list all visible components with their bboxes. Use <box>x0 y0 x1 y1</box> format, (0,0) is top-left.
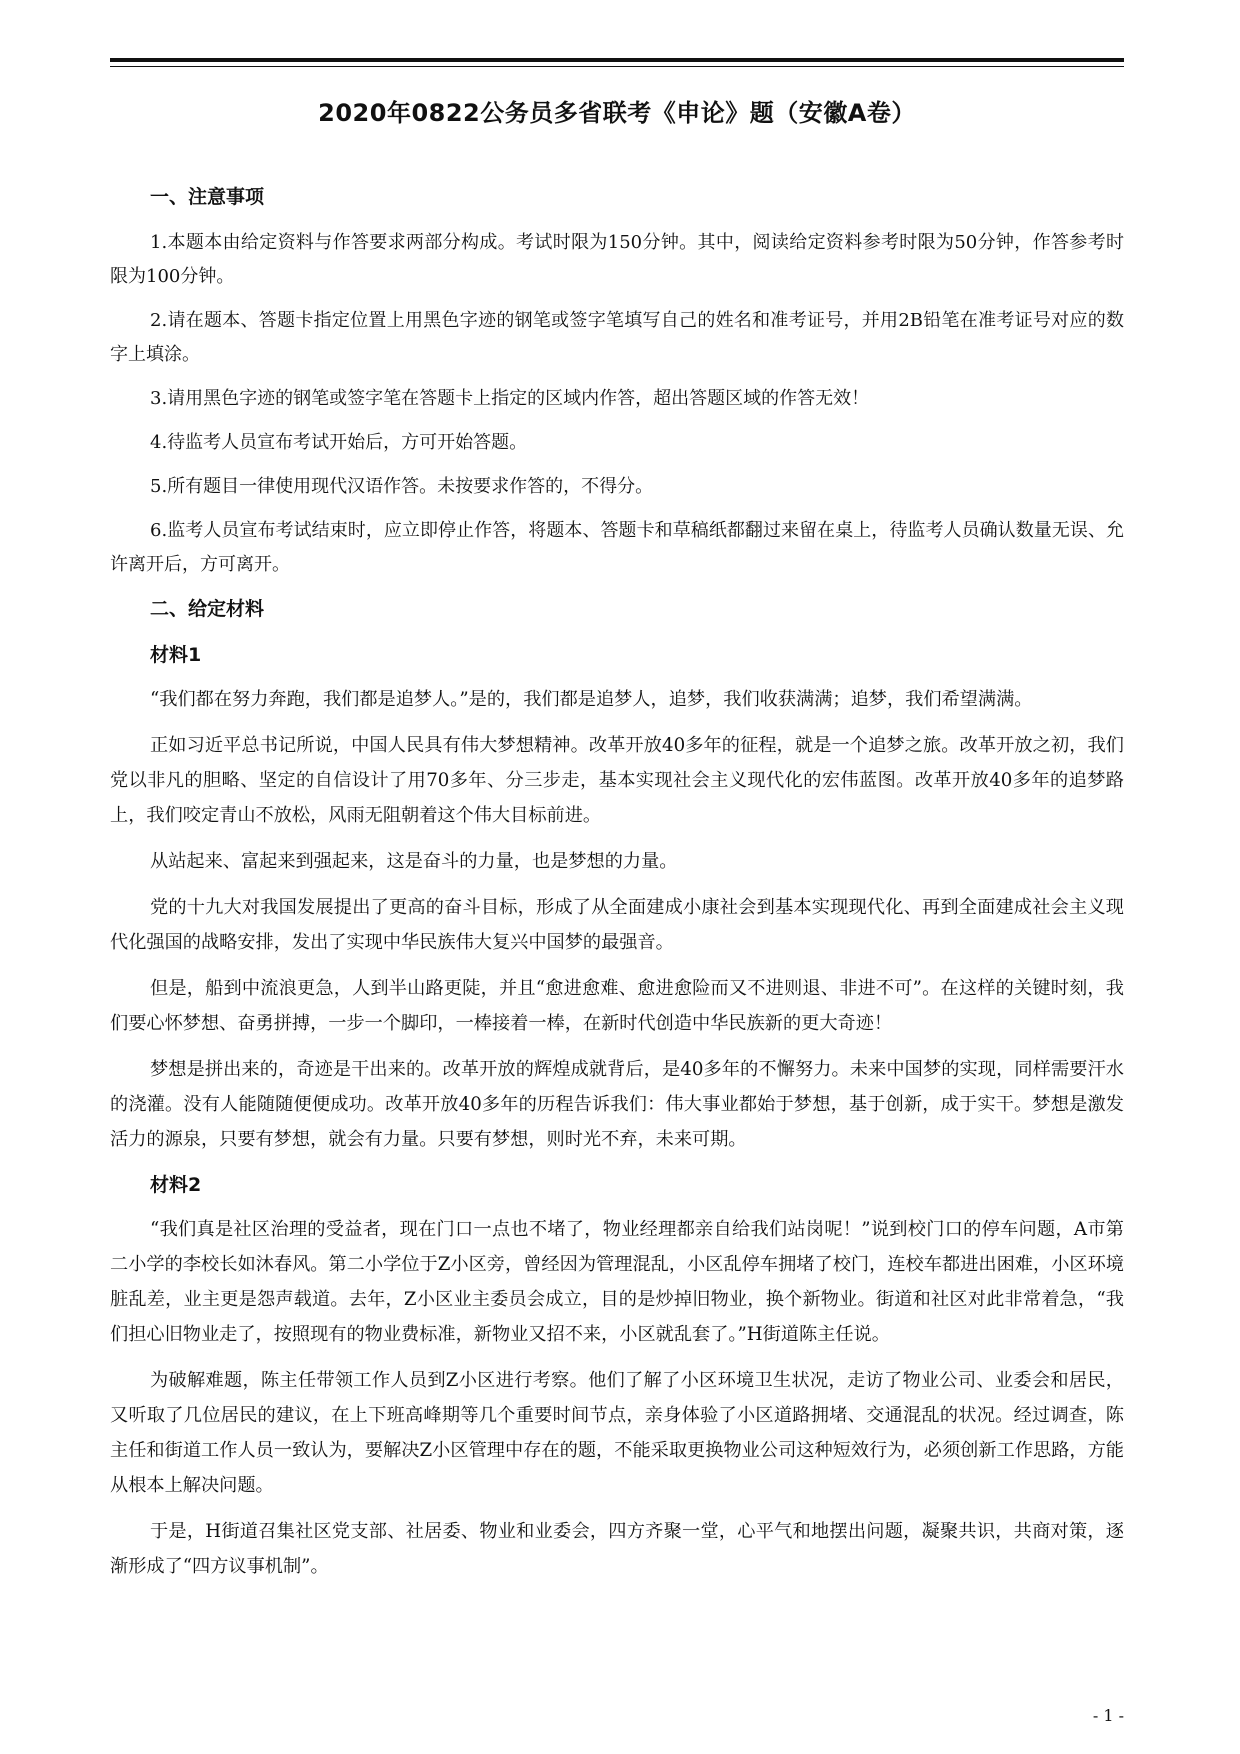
material-2-label: 材料2 <box>150 1174 202 1196</box>
notice-item-4: 4.待监考人员宣布考试开始后，方可开始答题。 <box>150 432 528 453</box>
document-body <box>110 96 1124 1595</box>
material-1-paragraph-6: 梦想是拼出来的，奇迹是干出来的。改革开放的辉煌成就背后，是40多年的不懈努力。未来中国梦的实现，同样需要汗水的浇灌。没有人能随随便便成功。改革开放40多年的历程告诉我们：伟大事业都始于梦想，基于创新，成于实干。梦想是激发活力的源泉，只要有梦想，就会有力量。只要有梦想，则时光不弃，未来可期。 <box>110 1059 1124 1150</box>
document-title: 2020年0822公务员多省联考《申论》题（安徽A卷） <box>318 99 916 127</box>
material-2-paragraph-1: “我们真是社区治理的受益者，现在门口一点也不堵了，物业经理都亲自给我们站岗呢！”说到校门口的停车问题，A市第二小学的李校长如沐春风。第二小学位于Z小区旁，曾经因为管理混乱，小区乱停车拥堵了校门，连校车都进出困难，小区环境脏乱差，业主更是怨声载道。去年，Z小区业主委员会成立，目的是炒掉旧物业，换个新物业。街道和社区对此非常着急，“我们担心旧物业走了，按照现有的物业费标准，新物业又招不来，小区就乱套了。”H街道陈主任说。 <box>110 1219 1124 1345</box>
material-1-label: 材料1 <box>150 644 202 666</box>
page-number: - 1 - <box>1092 1706 1124 1725</box>
materials-heading: 二、给定材料 <box>150 598 265 620</box>
material-1-paragraph-2: 正如习近平总书记所说，中国人民具有伟大梦想精神。改革开放40多年的征程，就是一个追梦之旅。改革开放之初，我们党以非凡的胆略、坚定的自信设计了用70多年、分三步走，基本实现社会主义现代化的宏伟蓝图。改革开放40多年的追梦路上，我们咬定青山不放松，风雨无阻朝着这个伟大目标前进。 <box>110 735 1124 826</box>
notice-item-3: 3.请用黑色字迹的钢笔或签字笔在答题卡上指定的区域内作答，超出答题区域的作答无效！ <box>150 388 870 409</box>
notice-item-2: 2.请在题本、答题卡指定位置上用黑色字迹的钢笔或签字笔填写自己的姓名和准考证号，并用2B铅笔在准考证号对应的数字上填涂。 <box>110 310 1124 365</box>
material-1-paragraph-1: “我们都在努力奔跑，我们都是追梦人。”是的，我们都是追梦人，追梦，我们收获满满；追梦，我们希望满满。 <box>150 689 1033 710</box>
header-rule-thick <box>110 58 1124 62</box>
notice-item-6: 6.监考人员宣布考试结束时，应立即停止作答，将题本、答题卡和草稿纸都翻过来留在桌上，待监考人员确认数量无误、允许离开后，方可离开。 <box>110 520 1124 575</box>
material-2-paragraph-2: 为破解难题，陈主任带领工作人员到Z小区进行考察。他们了解了小区环境卫生状况，走访了物业公司、业委会和居民，又听取了几位居民的建议，在上下班高峰期等几个重要时间节点，亲身体验了小区道路拥堵、交通混乱的状况。经过调查，陈主任和街道工作人员一致认为，要解决Z小区管理中存在的题，不能采取更换物业公司这种短效行为，必须创新工作思路，方能从根本上解决问题。 <box>110 1370 1124 1496</box>
material-1-paragraph-4: 党的十九大对我国发展提出了更高的奋斗目标，形成了从全面建成小康社会到基本实现现代化、再到全面建成社会主义现代化强国的战略安排，发出了实现中华民族伟大复兴中国梦的最强音。 <box>110 897 1124 953</box>
notice-heading: 一、注意事项 <box>150 186 265 208</box>
material-1-paragraph-3: 从站起来、富起来到强起来，这是奋斗的力量，也是梦想的力量。 <box>150 851 678 872</box>
header-rule-thin <box>110 66 1124 67</box>
material-2-paragraph-3: 于是，H街道召集社区党支部、社居委、物业和业委会，四方齐聚一堂，心平气和地摆出问题，凝聚共识，共商对策，逐渐形成了“四方议事机制”。 <box>110 1521 1124 1577</box>
material-1-paragraph-5: 但是，船到中流浪更急，人到半山路更陡，并且“愈进愈难、愈进愈险而又不进则退、非进不可”。在这样的关键时刻，我们要心怀梦想、奋勇拼搏，一步一个脚印，一棒接着一棒，在新时代创造中华民族新的更大奇迹！ <box>110 978 1124 1034</box>
notice-item-5: 5.所有题目一律使用现代汉语作答。未按要求作答的，不得分。 <box>150 476 654 497</box>
notice-item-1: 1.本题本由给定资料与作答要求两部分构成。考试时限为150分钟。其中，阅读给定资料参考时限为50分钟，作答参考时限为100分钟。 <box>110 232 1124 287</box>
